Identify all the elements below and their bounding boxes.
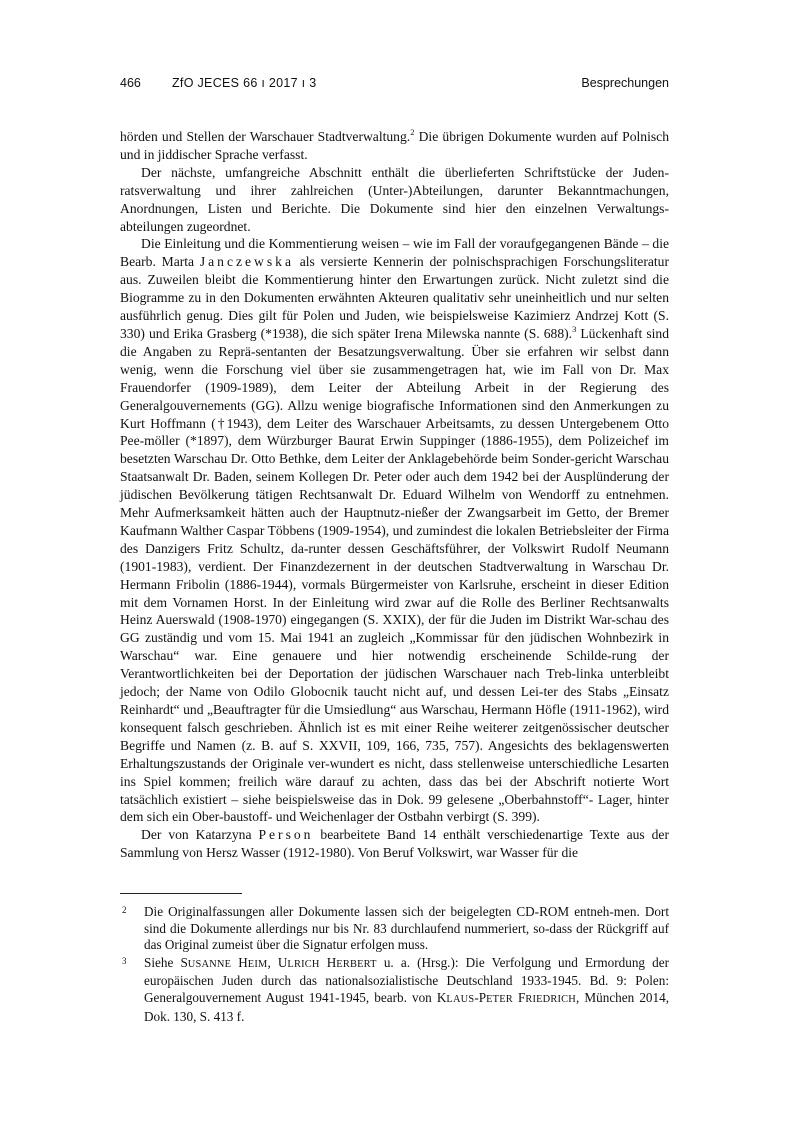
paragraph-1-text-cont: Die übrigen Dokumente wurden auf Polnisch und in jiddischer Sprache verfasst. bbox=[120, 129, 670, 162]
footnote-3 bbox=[120, 955, 669, 1025]
page-number: 466 bbox=[120, 76, 141, 90]
footnote-3-marker: 3 bbox=[122, 955, 127, 966]
footnote-separator bbox=[120, 893, 242, 894]
footnote-ref-2[interactable]: 2 bbox=[410, 127, 415, 137]
paragraph-3-text-cont: als versierte Kennerin der polnischsprachigen Forschungsliteratur aus. Zuweilen bleibt die Kommentierung hinter den Erwartungen zurück. Nicht zuletzt sind die Biogramme zu in den Dokumenten erwähnten Akteuren qualitativ sehr uneinheitlich und nur selten ausführlich genug. Dies gilt für Polen und Juden, wie beispielsweise Kazimierz Andrzej Kott (S. 330) und Erika Grasberg (*1938), die sich später Irena Milewska nannte (S. 688). bbox=[120, 254, 669, 341]
main-text bbox=[120, 128, 669, 862]
footnote-ref-3[interactable]: 3 bbox=[572, 323, 577, 334]
journal-reference: ZfO JECES 66 ı 2017 ı 3 bbox=[172, 76, 317, 90]
paragraph-3-text-end: Lückenhaft sind die Angaben zu Reprä-sentanten der Besatzungsverwaltung. Über sie erfahren wir selbst dann wenig, wenn die Forschung viel über sie zusammengetragen hat, wie im Fall von Dr. Max Frauendorfer (1909-1989), dem Leiter der Abteilung Arbeit in der Regierung des Generalgouvernements (GG). Allzu wenige biografische Informationen sind den Anmerkungen zu Kurt Hoffmann (†1943), dem Leiter des Warschauer Arbeitsamts, zu dessen Untergebenem Otto Pee-möller (*1897), dem Würzburger Baurat Erwin Suppinger (1886-1955), dem Polizeichef im besetzten Warschau Dr. Otto Bethke, dem Leiter der Anklagebehörde beim Sonder-gericht Warschau Staatsanwalt Dr. Baden, seinem Kollegen Dr. Peter oder auch dem 1942 bei der Ausplünderung der jüdischen Bevölkerung tätigen Rechtsanwalt Dr. Eduard Wilhelm von Wendorff zu entnehmen. Mehr Aufmerksamkeit hätten auch der Hauptnutz-nießer der Zwangsarbeit im Getto, der Bremer Kaufmann Walther Caspar Többens (1909-1954), und zumindest die lokalen Betriebsleiter der Firma des Danzigers Fritz Schultz, da-runter dessen Geschäftsführer, der Volkswirt Rudolf Neumann (1901-1983), verdient. Der Finanzdezernent in der deutschen Stadtverwaltung in Warschau Dr. Hermann Fribolin (1886-1944), vormals Bürgermeister von Karlsruhe, erscheint in dieser Edition mit dem Vornamen Horst. In der Einleitung wird zwar auf die Rolle des Berliner Rechtsanwalts Heinz Auerswald (1908-1970) eingegangen (S. XXIX), der für die Juden im Distrikt War-schau des GG zuständig und vom 15. Mai 1941 an zugleich „Kommissar für den jüdischen Wohnbezirk in Warschau“ war. Eine genauere und hier notwendig erscheinende Schilde-rung der Verantwortlichkeiten bei der Deportation der jüdischen Warschauer nach Treb-linka unterbleibt jedoch; der Name von Odilo Globocnik taucht nicht auf, und dessen Lei-ter des Stabs „Einsatz Reinhardt“ und „Beauftragter für die Umsiedlung“ aus Warschau, Hermann Höfle (1911-1962), wird konsequent falsch geschrieben. Ähnlich ist es mit einer Reihe weiterer zeitgenössischer deutscher Begriffe und Namen (z. B. auf S. XXVII, 109, 166, 735, 757). Angesichts des beklagenswerten Erhaltungszustands der Originale ver-wundert es nicht, dass stellenweise unterschiedliche Lesarten ins Spiel kommen; freilich wäre darauf zu achten, dass das bei der Abschrift notierte Wort tatsächlich existiert – siehe beispielsweise das in Dok. 99 gelesene „Oberbahnstoff“- Lager, hinter dem sich ein Ober-baustoff- und Weichenlager der Ostbahn verbirgt (S. 399). bbox=[120, 325, 669, 825]
section-title: Besprechungen bbox=[581, 76, 669, 90]
paragraph-4-text: Der von Katarzyna bbox=[141, 827, 259, 843]
footnotes bbox=[120, 904, 669, 1026]
footnote-2-marker: 2 bbox=[122, 905, 127, 915]
footnote-2-text: Die Originalfassungen aller Dokumente lassen sich der beigelegten CD-ROM entneh-men. Dort sind die Dokumente allerdings nur bis Nr. 83 durchlaufend nummeriert, so-dass der Rückgriff auf das Original zumeist über die Signatur erfolgen muss. bbox=[144, 904, 669, 953]
editor-name-janczewska: Janczewska bbox=[199, 254, 294, 270]
footnote-3-text: Siehe SUSANNE HEIM, ULRICH HERBERT u. a. (Hrsg.): Die Verfolgung und Ermordung der europäischen Juden durch das nationalsozialistische Deutschland 1933-1945. Bd. 9: Polen: Generalgouvernement August 1941-1945, bearb. von KLAUS-PETER FRIEDRICH, München 2014, Dok. 130, S. 413 f. bbox=[144, 954, 670, 1024]
footnote-2 bbox=[120, 904, 669, 954]
paragraph-1-text: hörden und Stellen der Warschauer Stadtverwaltung. bbox=[120, 129, 411, 144]
paragraph-3-text: Die Einleitung und die Kommentierung weisen – wie im Fall der voraufgegangenen Bände – die Bearb. Marta bbox=[120, 236, 669, 270]
paragraph-3 bbox=[120, 235, 669, 826]
paragraph-1 bbox=[120, 128, 669, 164]
paragraph-4 bbox=[120, 826, 669, 862]
editor-name-person: Person bbox=[258, 827, 314, 843]
running-header bbox=[120, 76, 669, 94]
paragraph-4-text-cont: bearbeitete Band 14 enthält verschiedenartige Texte aus der Sammlung von Hersz Wasser (1912-1980). Von Beruf Volkswirt, war Wasser für die bbox=[120, 827, 669, 861]
paragraph-2: Der nächste, umfangreiche Abschnitt enthält die überlieferten Schriftstücke der Juden-ratsverwaltung und ihrer zahlreichen (Unter-)Abteilungen, darunter Bekanntmachungen, Anordnungen, Listen und Berichte. Die Dokumente sind hier den einzelnen Verwaltungs-abteilungen zugeordnet. bbox=[120, 164, 669, 234]
